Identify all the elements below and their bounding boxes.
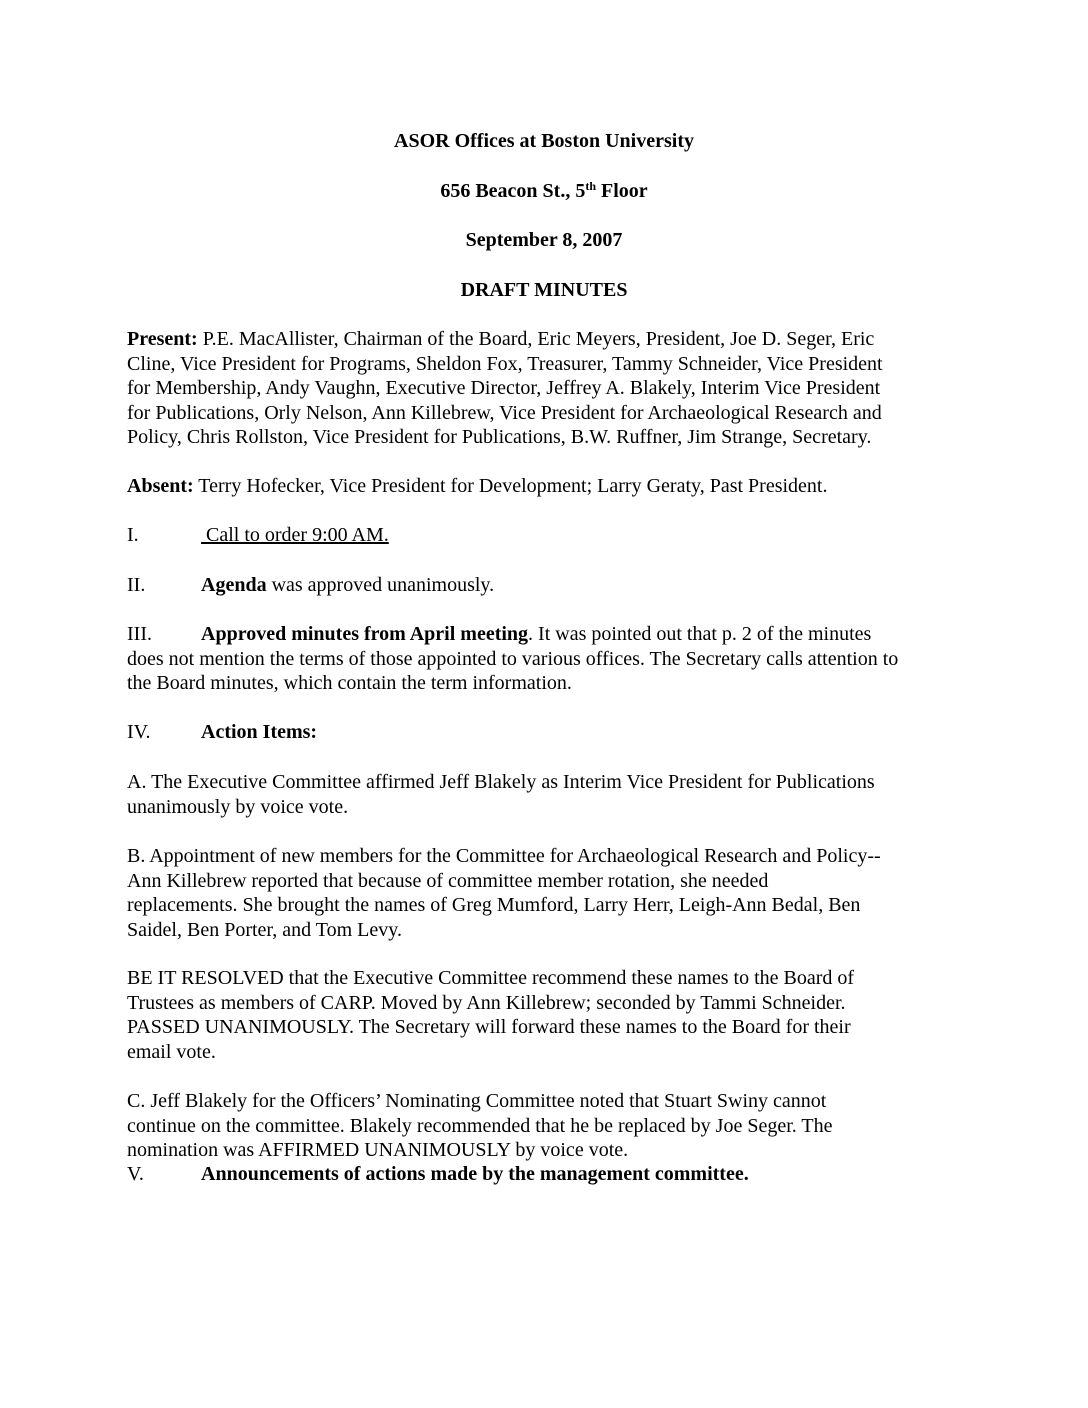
- item-agenda: II. Agenda was approved unanimously.: [127, 574, 495, 596]
- item-approved-minutes: III. Approved minutes from April meeting. It was pointed out that p. 2 of the minutes does not mention the terms of those appointed to various offices. The Secretary calls attention to the Board minutes, which contain the term information.: [127, 623, 899, 694]
- action-b-paragraph: B. Appointment of new members for the Committee for Archaeological Research and Policy-- Ann Killebrew reported that because of committee member rotation, she needed replacements. She brought the names of Greg Mumford, Larry Herr, Leigh-Ann Bedal, Ben Saidel, Ben Porter, and Tom Levy.: [127, 845, 881, 941]
- header-date: September 8, 2007: [465, 229, 623, 251]
- action-c-paragraph: C. Jeff Blakely for the Officers’ Nominating Committee noted that Stuart Swiny cannot continue on the committee. Blakely recommended that he be replaced by Joe Seger. The nomination was AFFIRMED UNANIMOUSLY by voice vote.: [127, 1090, 833, 1161]
- item-call-to-order: I. Call to order 9:00 AM.: [127, 524, 389, 546]
- header-org: ASOR Offices at Boston University: [394, 130, 694, 152]
- present-paragraph: Present: P.E. MacAllister, Chairman of the Board, Eric Meyers, President, Joe D. Seger, Eric Cline, Vice President for Programs, Sheldon Fox, Treasurer, Tammy Schneider, Vice President for Membership, Andy Vaughn, Executive Director, Jeffrey A. Blakely, Interim Vice President for Publications, Orly Nelson, Ann Killebrew, Vice President for Archaeological Research and Policy, Chris Rollston, Vice President for Publications, B.W. Ruffner, Jim Strange, Secretary.: [127, 328, 883, 448]
- item-action-items: IV. Action Items:: [127, 721, 318, 743]
- resolution-paragraph: BE IT RESOLVED that the Executive Committee recommend these names to the Board of Trustees as members of CARP. Moved by Ann Killebrew; seconded by Tammi Schneider. PASSED UNANIMOUSLY. The Secretary will forward these names to the Board for their email vote.: [127, 967, 855, 1063]
- item-announcements: V. Announcements of actions made by the management committee.: [127, 1163, 749, 1185]
- action-a-paragraph: A. The Executive Committee affirmed Jeff Blakely as Interim Vice President for Publications unanimously by voice vote.: [127, 771, 875, 818]
- absent-paragraph: Absent: Terry Hofecker, Vice President for Development; Larry Geraty, Past President.: [127, 475, 828, 497]
- document-title: DRAFT MINUTES: [460, 279, 628, 301]
- absent-label: Absent:: [127, 475, 194, 497]
- present-label: Present:: [127, 328, 198, 350]
- header-address: 656 Beacon St., 5th Floor: [440, 179, 648, 202]
